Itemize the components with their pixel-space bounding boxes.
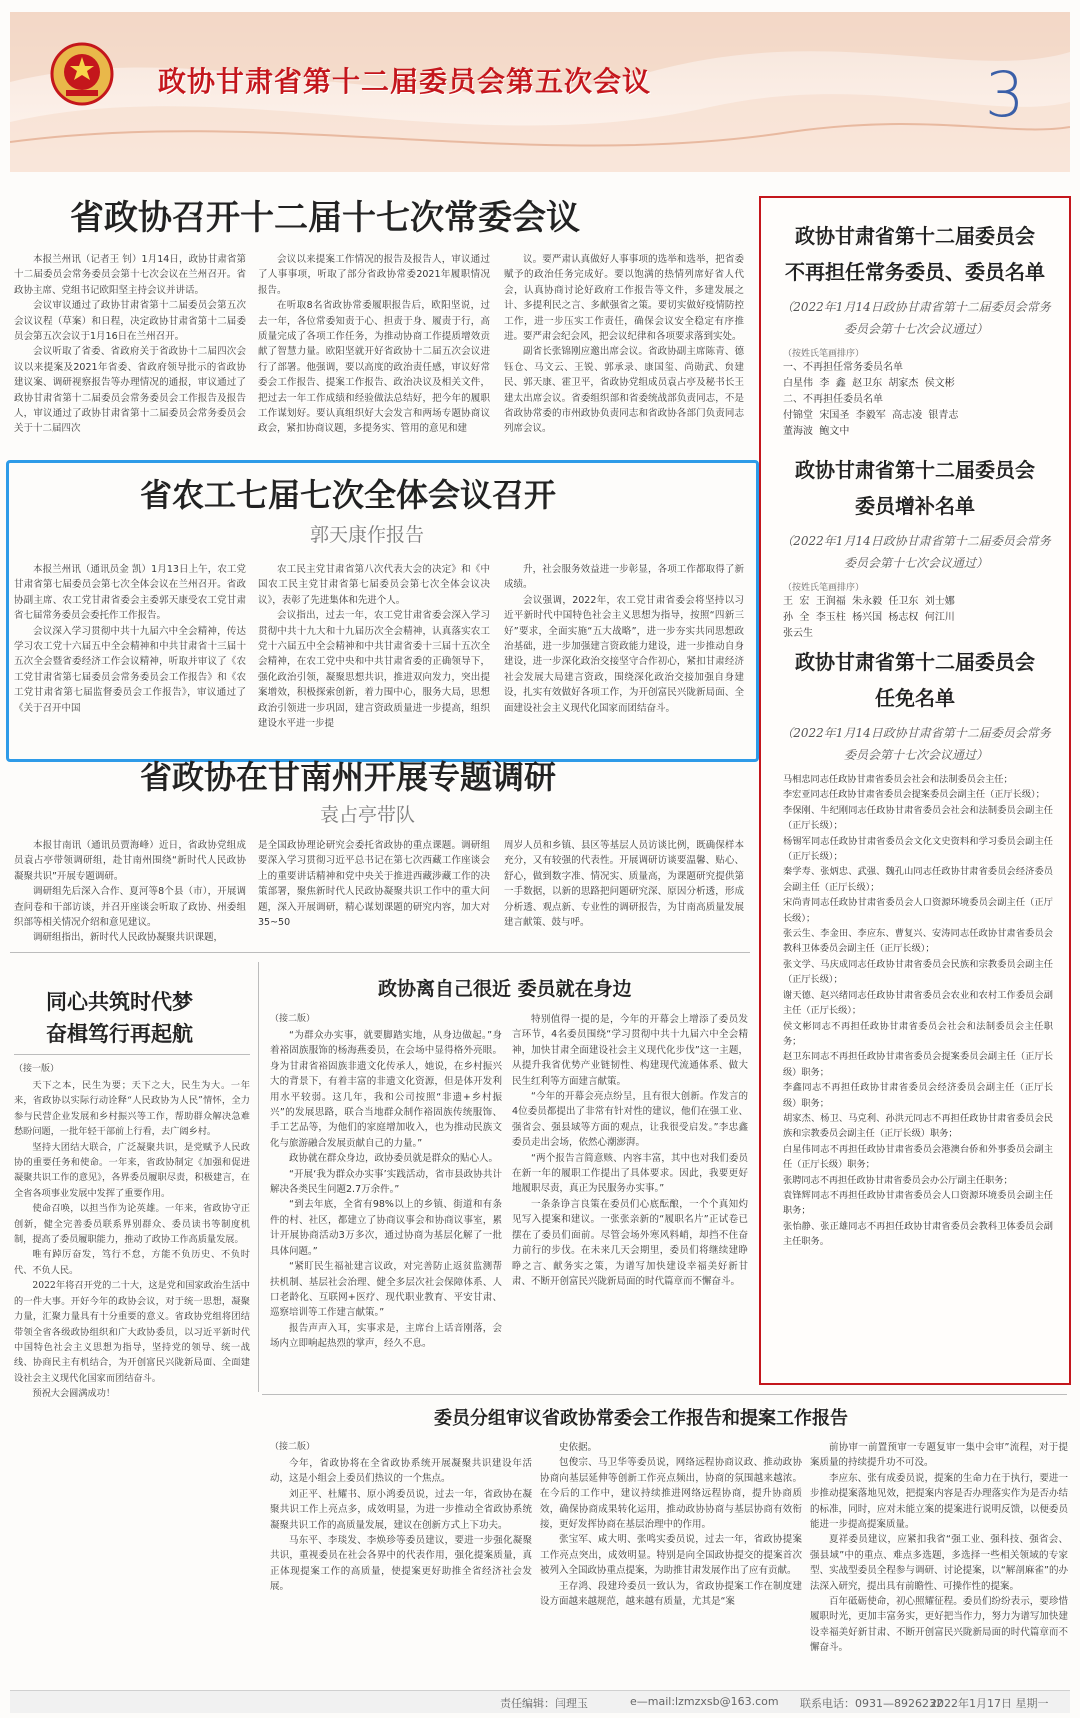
article5-intro: （接二版） [270, 1014, 316, 1024]
article2-col1 [14, 562, 246, 748]
sidebar2-title-line2: 委员增补名单 [855, 494, 975, 518]
paragraph: 王存鸿、段建玲委员一致认为，省政协提案工作在制度建设方面越来越规范，越来越有质量，尤其是“案 [540, 1580, 802, 1608]
paragraph: “紧盯民生福祉建言议政，对完善防止返贫监测帮扶机制、基层社会治理、健全多层次社会保障体系、人口老龄化、互联网+医疗、现代职业教育、平安甘肃、巡察培训等工作建言献策。” [270, 1261, 502, 1319]
footer-phone: 联系电话：0931—8926232 [800, 1697, 943, 1710]
paragraph: 报告声声入耳，实事求是，主席台上话音刚落，会场内立即响起热烈的掌声，经久不息。 [270, 1322, 502, 1350]
divider [262, 1394, 1067, 1395]
article3-headline: 省政协在甘南州开展专题调研 [140, 758, 557, 796]
paragraph: 一条条诤言良策在委员们心底酝酿，一个个真知灼见写入提案和建议。一张张亲新的“履职名片”正试卷已摆在了委员们面前。尽管会场外寒风料峭，却挡不住奋力前行的步伐。在未来几天会期里，委员们将继续建睁睁之言、献务实之策，为谱写加快建设幸福美好新甘肃、不断开创富民兴陇新局面的时代篇章而不懈奋斗。 [512, 1198, 748, 1287]
paragraph: “两个报告言简意赅、内容丰富，其中也对我们委员在新一年的履职工作提出了具体要求。因此，我要更好地履职尽责，真正为民服务办实事。” [512, 1152, 748, 1195]
article1-col3 [504, 252, 744, 452]
article2-col2 [258, 562, 490, 748]
paragraph: 调研组先后深入合作、夏河等8个县（市），开展调查问卷和干部访谈，并召开座谈会听取了政协、州委组织部等相关情况介绍和意见建议。 [14, 886, 246, 929]
page-number: 3 [985, 58, 1025, 131]
sidebar1-group1-names: 白星伟 李 鑫 赵卫东 胡家杰 侯文彬 [783, 378, 955, 389]
sidebar2-order: （按姓氏笔画排序） [783, 583, 865, 593]
paragraph: 副省长张锦刚应邀出席会议。省政协副主席陈青、德钰仓、马文云、王锐、郭承录、康国玺、尚勋武、贠建民、郭天康、霍卫平，省政协党组成员袁占亭及秘书长王建太出席会议。省委组织部和省委统战部负责同志，不是省政协常委的市州政协负责同志和省政协各部门负责同志列席会议。 [504, 346, 744, 435]
paragraph: 坚持大团结大联合，广泛凝聚共识，是党赋予人民政协的重要任务和使命。一年来，省政协制定《加强和促进凝聚共识工作的意见》，各界委员履职尽责，积极建言，在全省各项事业发展中发挥了重要作用。 [14, 1141, 250, 1199]
article6-intro: （接二版） [270, 1442, 316, 1452]
paragraph: 张宝军、咸大明、张鸣实委员说，过去一年，省政协提案工作亮点突出，成效明显。特别是向全国政协提交的提案首次被列入全国政协重点提案，为助推甘肃发展作出了应有贡献。 [540, 1534, 802, 1577]
article1-col2 [258, 252, 490, 452]
paragraph: 会议审议通过了政协甘肃省第十二届委员会第五次会议议程（草案）和日程，决定政协甘肃省第十二届委员会第五次会议于1月16日在兰州召开。 [14, 300, 246, 343]
article2-col3 [504, 562, 744, 748]
paragraph: 会议强调，2022年，农工党甘肃省委会将坚持以习近平新时代中国特色社会主义思想为指导，按照“四新三好”要求，全面实施“五大战略”，进一步夯实共同思想政治基础，进一步加强建言资政能力建设，进一步推动自身建设，进一步深化政治交接坚守合作初心，紧扣甘肃经济社会发展大局建言资政，围绕深化政治交接加强自身建设，扎实有效做好各项工作，为开创富民兴陇新局面、全面建设社会主义现代化国家而团结奋斗。 [504, 594, 744, 714]
paragraph: 本报甘南讯（通讯员贾海峰）近日，省政协党组成员袁占亭带领调研组，赴甘南州围绕“新时代人民政协凝聚共识”开展专题调研。 [14, 840, 246, 882]
divider [10, 952, 750, 953]
paragraph: “为群众办实事，就要脚踏实地，从身边做起。”身着裕固族服饰的杨海燕委员，在会场中显得格外亮眼。身为甘肃省裕固族非遗文化传承人，她说，在乡村振兴大的背景下，有着丰富的非遗文化资源，但是体开发利用水平较弱。这几年，我和公司按照“非遗+乡村振兴”的发展思路，联合当地群众制作裕固族传统服饰、手工艺品等，为他们的家庭增加收入，也为推动民族文化与旅游融合发展贡献自己的力量。” [270, 1030, 502, 1149]
article4-intro: （接一版） [14, 1064, 60, 1074]
paragraph: 农工民主党甘肃省第八次代表大会的决定》和《中国农工民主党甘肃省第七届委员会第七次全体会议决议》，表彰了先进集体和先进个人。 [258, 564, 490, 606]
sidebar1-group2-title: 二、不再担任委员名单 [783, 394, 883, 405]
paragraph: 今年，省政协将在全省政协系统开展凝聚共识建设年活动，这是小组会上委员们热议的一个焦点。 [270, 1458, 532, 1485]
masthead-title: 政协甘肃省第十二届委员会第五次会议 [158, 65, 652, 98]
sidebar2-names: 王 宏 王润福 朱永毅 任卫东 刘士娜 孙 全 李玉柱 杨兴国 杨志权 何江川 张云生 [783, 596, 955, 639]
sidebar1-title-line1: 政协甘肃省第十二届委员会 [795, 224, 1035, 248]
paragraph: 预祝大会圆满成功！ [32, 1388, 116, 1400]
footer-date: 2022年1月17日 星期一 [930, 1697, 1049, 1710]
article5-headline: 政协离自己很近 委员就在身边 [378, 978, 632, 1000]
sidebar3-title-line2: 任免名单 [875, 686, 955, 710]
article6-col2 [540, 1440, 802, 1684]
sidebar1-title-line2: 不再担任常务委员、委员名单 [785, 260, 1045, 284]
article5-col2 [512, 1012, 748, 1384]
paragraph: “到去年底，全省有98%以上的乡镇、街道和有条件的村、社区，都建立了协商议事会和协商议事室，累计开展协商活动3万多次，通过协商为基层化解了一批具体问题。” [270, 1199, 502, 1257]
paragraph: 天下之本，民生为要；天下之大，民生为大。一年来，省政协以实际行动诠释“人民政协为人民”情怀，全力参与民营企业发展和乡村振兴等工作，帮助群众解决急难愁盼问题，一批年轻干部前上行看，去广阔乡村。 [14, 1080, 250, 1138]
paragraph: “开展‘我为群众办实事’实践活动，省市县政协共计解决各类民生问题2.7万余件。” [270, 1168, 502, 1196]
article4-body [14, 1078, 250, 1676]
divider [258, 962, 259, 1392]
paragraph: “今年的开幕会亮点纷呈，且有很大创新。作发言的4位委员都提出了非常有针对性的建议，他们在强工业、强省会、强县域等方面的观点，让我很受启发。”李忠鑫委员走出会场，依然心潮澎湃。 [512, 1091, 748, 1149]
sidebar1-order: （按姓氏笔画排序） [783, 349, 865, 359]
paragraph: 会议以来提案工作情况的报告及报告人，审议通过了人事事项，听取了部分省政协常委2021年履职情况报告。 [258, 254, 490, 296]
article5-col1 [270, 1028, 502, 1384]
sidebar1-group2-names: 付锦堂 宋国圣 李毅军 高志凌 银青志 董海波 鲍文中 [783, 410, 959, 437]
paragraph: 议。要严肃认真做好人事事项的选举和选举，把省委赋予的政治任务完成好。要以饱满的热情列席好省人代会，认真协商讨论好政府工作报告等文件，多建发展之计、多提利民之言、多献强省之策。要切实做好疫情防控工作，进一步压实工作责任，确保会议安全稳定有序推进。要严肃会纪会风，把会议纪律和各项要求落到实处。 [504, 254, 744, 343]
cppcc-emblem-icon [50, 42, 114, 106]
article2-byline: 郭天康作报告 [310, 524, 425, 546]
article3-col1 [14, 838, 246, 946]
sidebar3-note: （2022年1月14日政协甘肃省第十二届委员会常务委员会第十七次会议通过） [781, 726, 1051, 762]
footer-bar [10, 1690, 1070, 1713]
paragraph: 夏祥委员建议，应紧扣我省“强工业、强科技、强省会、强县域”中的重点、难点多选题，多选择一些相关领域的专家型、实战型委员全程参与调研、讨论提案，以“解剖麻雀”的办法深入研究，提出具有前瞻性、可操作性的提案。 [810, 1534, 1068, 1592]
article4-headline-line2: 奋楫笃行再起航 [46, 1022, 193, 1046]
paragraph: 李应东、张有成委员说，提案的生命力在于执行，要进一步推动提案落地见效，把提案内容是否办理落实作为是否办结的标准，同时，应对未能立案的提案进行说明反馈，以便委员能进一步提高提案质量。 [810, 1472, 1068, 1531]
article3-col3: 周岁人员和乡镇、县区等基层人员访谈比例，既确保样本充分，又有较强的代表性。开展调研访谈要温馨、贴心、舒心，做到数字准、情况实、质量高，为课题研究提供第一手数据，以新的思路把问题研究深、原因分析透，形成分析透、观点新、专业性的调研报告，为甘南高质量发展建言献策、鼓与呼。 [504, 840, 744, 929]
footer-editor: 责任编辑：闫理玉 [500, 1697, 588, 1710]
paragraph: 唯有踔厉奋发，笃行不怠，方能不负历史、不负时代、不负人民。 [14, 1249, 250, 1276]
paragraph: 会议指出，过去一年，农工党甘肃省委会深入学习贯彻中共十九大和十九届历次全会精神，认真落实农工党十六届五中全会精神和中共甘肃省委十三届十五次全会精神，在农工党中央和中共甘肃省委的正确领导下，强化政治引领，凝聚思想共识，推进双向发力，突出提案增效，积极探索创新，着力围中心，服务大局，思想政治引领进一步巩固，建言资政质量进一步提高，组织建设水平进一步提 [258, 610, 490, 730]
paragraph: 包俊宗、马卫华等委员说，网络远程协商议政、推动政协协商向基层延伸等创新工作亮点频出，协商的氛围越来越浓。在今后的工作中，建议持续推进网络远程协商，提升协商质效，确保协商成果转化运用，推动政协协商与基层协商有效衔接，更好发挥协商在基层治理中的作用。 [540, 1457, 802, 1531]
personnel-list-sidebar [759, 196, 1071, 1385]
sidebar3-title-line1: 政协甘肃省第十二届委员会 [795, 650, 1035, 674]
paragraph: 调研组指出，新时代人民政协凝聚共识课题， [33, 932, 224, 944]
paragraph: 使命召唤，以担当作为论英雄。一年来，省政协守正创新，健全完善委员联系界别群众、委员读书等制度机制，提高了委员履职能力，推动了政协工作高质量发展。 [14, 1203, 250, 1246]
sidebar2-title-line1: 政协甘肃省第十二届委员会 [795, 458, 1035, 482]
paragraph: 特别值得一提的是，今年的开幕会上增添了委员发言环节，4名委员围绕“学习贯彻中共十九届六中全会精神，加快甘肃全面建设社会主义现代化步伐”这一主题，从提升我省优势产业链韧性、构建现代流通体系、做大民生红利等方面建言献策。 [512, 1014, 748, 1087]
sidebar1-group1-title: 一、不再担任常务委员名单 [783, 362, 903, 373]
article1-col1 [14, 252, 246, 452]
article3-byline: 袁占亭带队 [320, 804, 416, 826]
paragraph: 会议深入学习贯彻中共十九届六中全会精神，传达学习农工党十六届五中全会精神和中共甘肃省十三届十五次全会暨省委经济工作会议精神，听取并审议了《农工党甘肃省第七届委员会常务委员会工作报告》和《农工党甘肃省第七届监督委员会工作报告》，审议通过了《关于召开中国 [14, 625, 246, 714]
article6-col3 [810, 1440, 1068, 1684]
paragraph: 升，社会服务效益进一步彰显，各项工作都取得了新成绩。 [504, 564, 744, 591]
article2-headline: 省农工七届七次全体会议召开 [140, 476, 557, 514]
paragraph: 政协就在群众身边，政协委员就是群众的贴心人。 [289, 1153, 499, 1165]
footer-email: e—mail:lzmzxsb@163.com [630, 1695, 779, 1708]
article1-headline: 省政协召开十二届十七次常委会议 [70, 198, 580, 238]
paragraph: 本报兰州讯（通讯员金 凯）1月13日上午，农工党甘肃省第七届委员会第七次全体会议在兰州召开。省政协副主席、农工党甘肃省委会主委郭天康受农工党甘肃省七届常务委员会委托作工作报告。 [14, 564, 246, 622]
paragraph: 本报兰州讯（记者王 钊）1月14日，政协甘肃省第十二届委员会常务委员会第十七次会议在兰州召开。省政协主席、党组书记欧阳坚主持会议并讲话。 [14, 254, 246, 296]
article4-headline-line1: 同心共筑时代梦 [46, 990, 193, 1014]
paragraph: 2022年将召开党的二十大，这是党和国家政治生活中的一件大事。开好今年的政协会议，对于统一思想，凝聚力量，汇聚力量具有十分重要的意义。省政协党组将团结带领全省各级政协组织和广大政协委员，以习近平新时代中国特色社会主义思想为指导，坚持党的领导、统一战线、协商民主有机结合，为开创富民兴陇新局面、全面建设社会主义现代化国家而团结奋斗。 [14, 1280, 250, 1384]
paragraph: 在听取8名省政协常委履职报告后，欧阳坚说，过去一年，各位常委知责于心、担责于身、履责于行，高质量完成了各项工作任务，为推动协商工作提质增效贡献了智慧力量。欧阳坚就开好省政协十二届五次会议进行了部署。他强调，要以高度的政治责任感，审议好常委会工作报告、提案工作报告、政治决议及相关文件，把过去一年工作成绩和经验做法总结好，把今年的履职工作谋划好。要认真组织好大会发言和两场专题协商议政会，紧扣协商议题，多提务实、管用的意见和建 [258, 300, 490, 435]
article6-col1 [270, 1456, 532, 1684]
sidebar2-note: （2022年1月14日政协甘肃省第十二届委员会常务委员会第十七次会议通过） [781, 534, 1051, 570]
article6-headline: 委员分组审议省政协常委会工作报告和提案工作报告 [434, 1408, 848, 1429]
paragraph: 刘正平、杜耀书、原小鸿委员说，过去一年，省政协在凝聚共识工作上亮点多，成效明显，为进一步推动全省政协系统凝聚共识工作的高质量发展，建议在创新方式上下功夫。 [270, 1488, 532, 1531]
sidebar3-list: 马相忠同志任政协甘肃省委员会社会和法制委员会主任； 李宏亚同志任政协甘肃省委员会提案委员会副主任（正厅长级）； 李保刚、牛纪刚同志任政协甘肃省委员会社会和法制委员会副主任（正厅长级）； 杨锡军同志任政协甘肃省委员会文化文史资料和学习委员会副主任（正厅长级）； 秦学寿、张炳忠、武强、魏孔山同志任政协甘肃省委员会经济委员会副主任（正厅长级）； 宋尚青同志任政协甘肃省委员会人口资源环境委员会副主任（正厅长级）； 张云生、李金田、李应东、曹复兴、安涛同志任政协甘肃省委员会教科卫体委员会副主任（正厅长级）； 张文学、马庆成同志任政协甘肃省委员会民族和宗教委员会副主任（正厅长级）； 谢天德、赵兴绪同志任政协甘肃省委员会农业和农村工作委员会副主任（正厅长级）； 侯文彬同志不再担任政协甘肃省委员会社会和法制委员会主任职务； 赵卫东同志不再担任政协甘肃省委员会提案委员会副主任（正厅长级）职务； 李鑫同志不再担任政协甘肃省委员会经济委员会副主任（正厅长级）职务； 胡家杰、杨卫、马克利、孙洪元同志不再担任政协甘肃省委员会民族和宗教委员会副主任（正厅长级）职务； 白星伟同志不再担任政协甘肃省委员会港澳台侨和外事委员会副主任（正厅长级）职务； 张聘同志不再担任政协甘肃省委员会办公厅副主任职务； 袁锋辉同志不再担任政协甘肃省委员会人口资源环境委员会副主任职务； 张怡静、张正雄同志不再担任政协甘肃省委员会教科卫体委员会副主任职务。 [783, 774, 1053, 1248]
sidebar1-note: （2022年1月14日政协甘肃省第十二届委员会常务委员会第十七次会议通过） [781, 300, 1051, 336]
masthead [10, 12, 1070, 172]
paragraph: 百年砥砺使命，初心照耀征程。委员们纷纷表示，要珍惜履职时光，更加丰富务实，更好把当作力，努力为谱写加快建设幸福美好新甘肃、不断开创富民兴陇新局面的时代篇章而不懈奋斗。 [810, 1596, 1068, 1654]
paragraph: 史依据。 [559, 1442, 598, 1453]
paragraph: 前协审一前置预审一专题复审一集中会审”流程，对于提案质量的持续提升功不可没。 [810, 1442, 1068, 1469]
paragraph: 会议听取了省委、省政府关于省政协十二届四次会议以来提案及2021年省委、省政府领导批示的省政协建议案、调研视察报告等办理情况的通报，审议通过了政协甘肃省第十二届委员会常务委员会工作报告及报告人，审议通过了政协甘肃省第十二届委员会常务委员会关于十二届四次 [14, 346, 246, 435]
divider [14, 1054, 250, 1055]
article3-col2: 是全国政协理论研究会委托省政协的重点课题。调研组要深入学习贯彻习近平总书记在第七次西藏工作座谈会上的重要讲话精神和党中央关于推进西藏涉藏工作的决策部署，聚焦新时代人民政协凝聚共识工作中的重大问题，深入开展调研，精心谋划课题的研究内容，加大对35~50 [258, 840, 490, 929]
paragraph: 马东平、李琰发、李焕珍等委员建议，要进一步强化凝聚共识，重视委员在社会各界中的代表作用，强化提案质量，真正体现提案工作的高质量，使提案更好助推全省经济社会发展。 [270, 1535, 532, 1593]
